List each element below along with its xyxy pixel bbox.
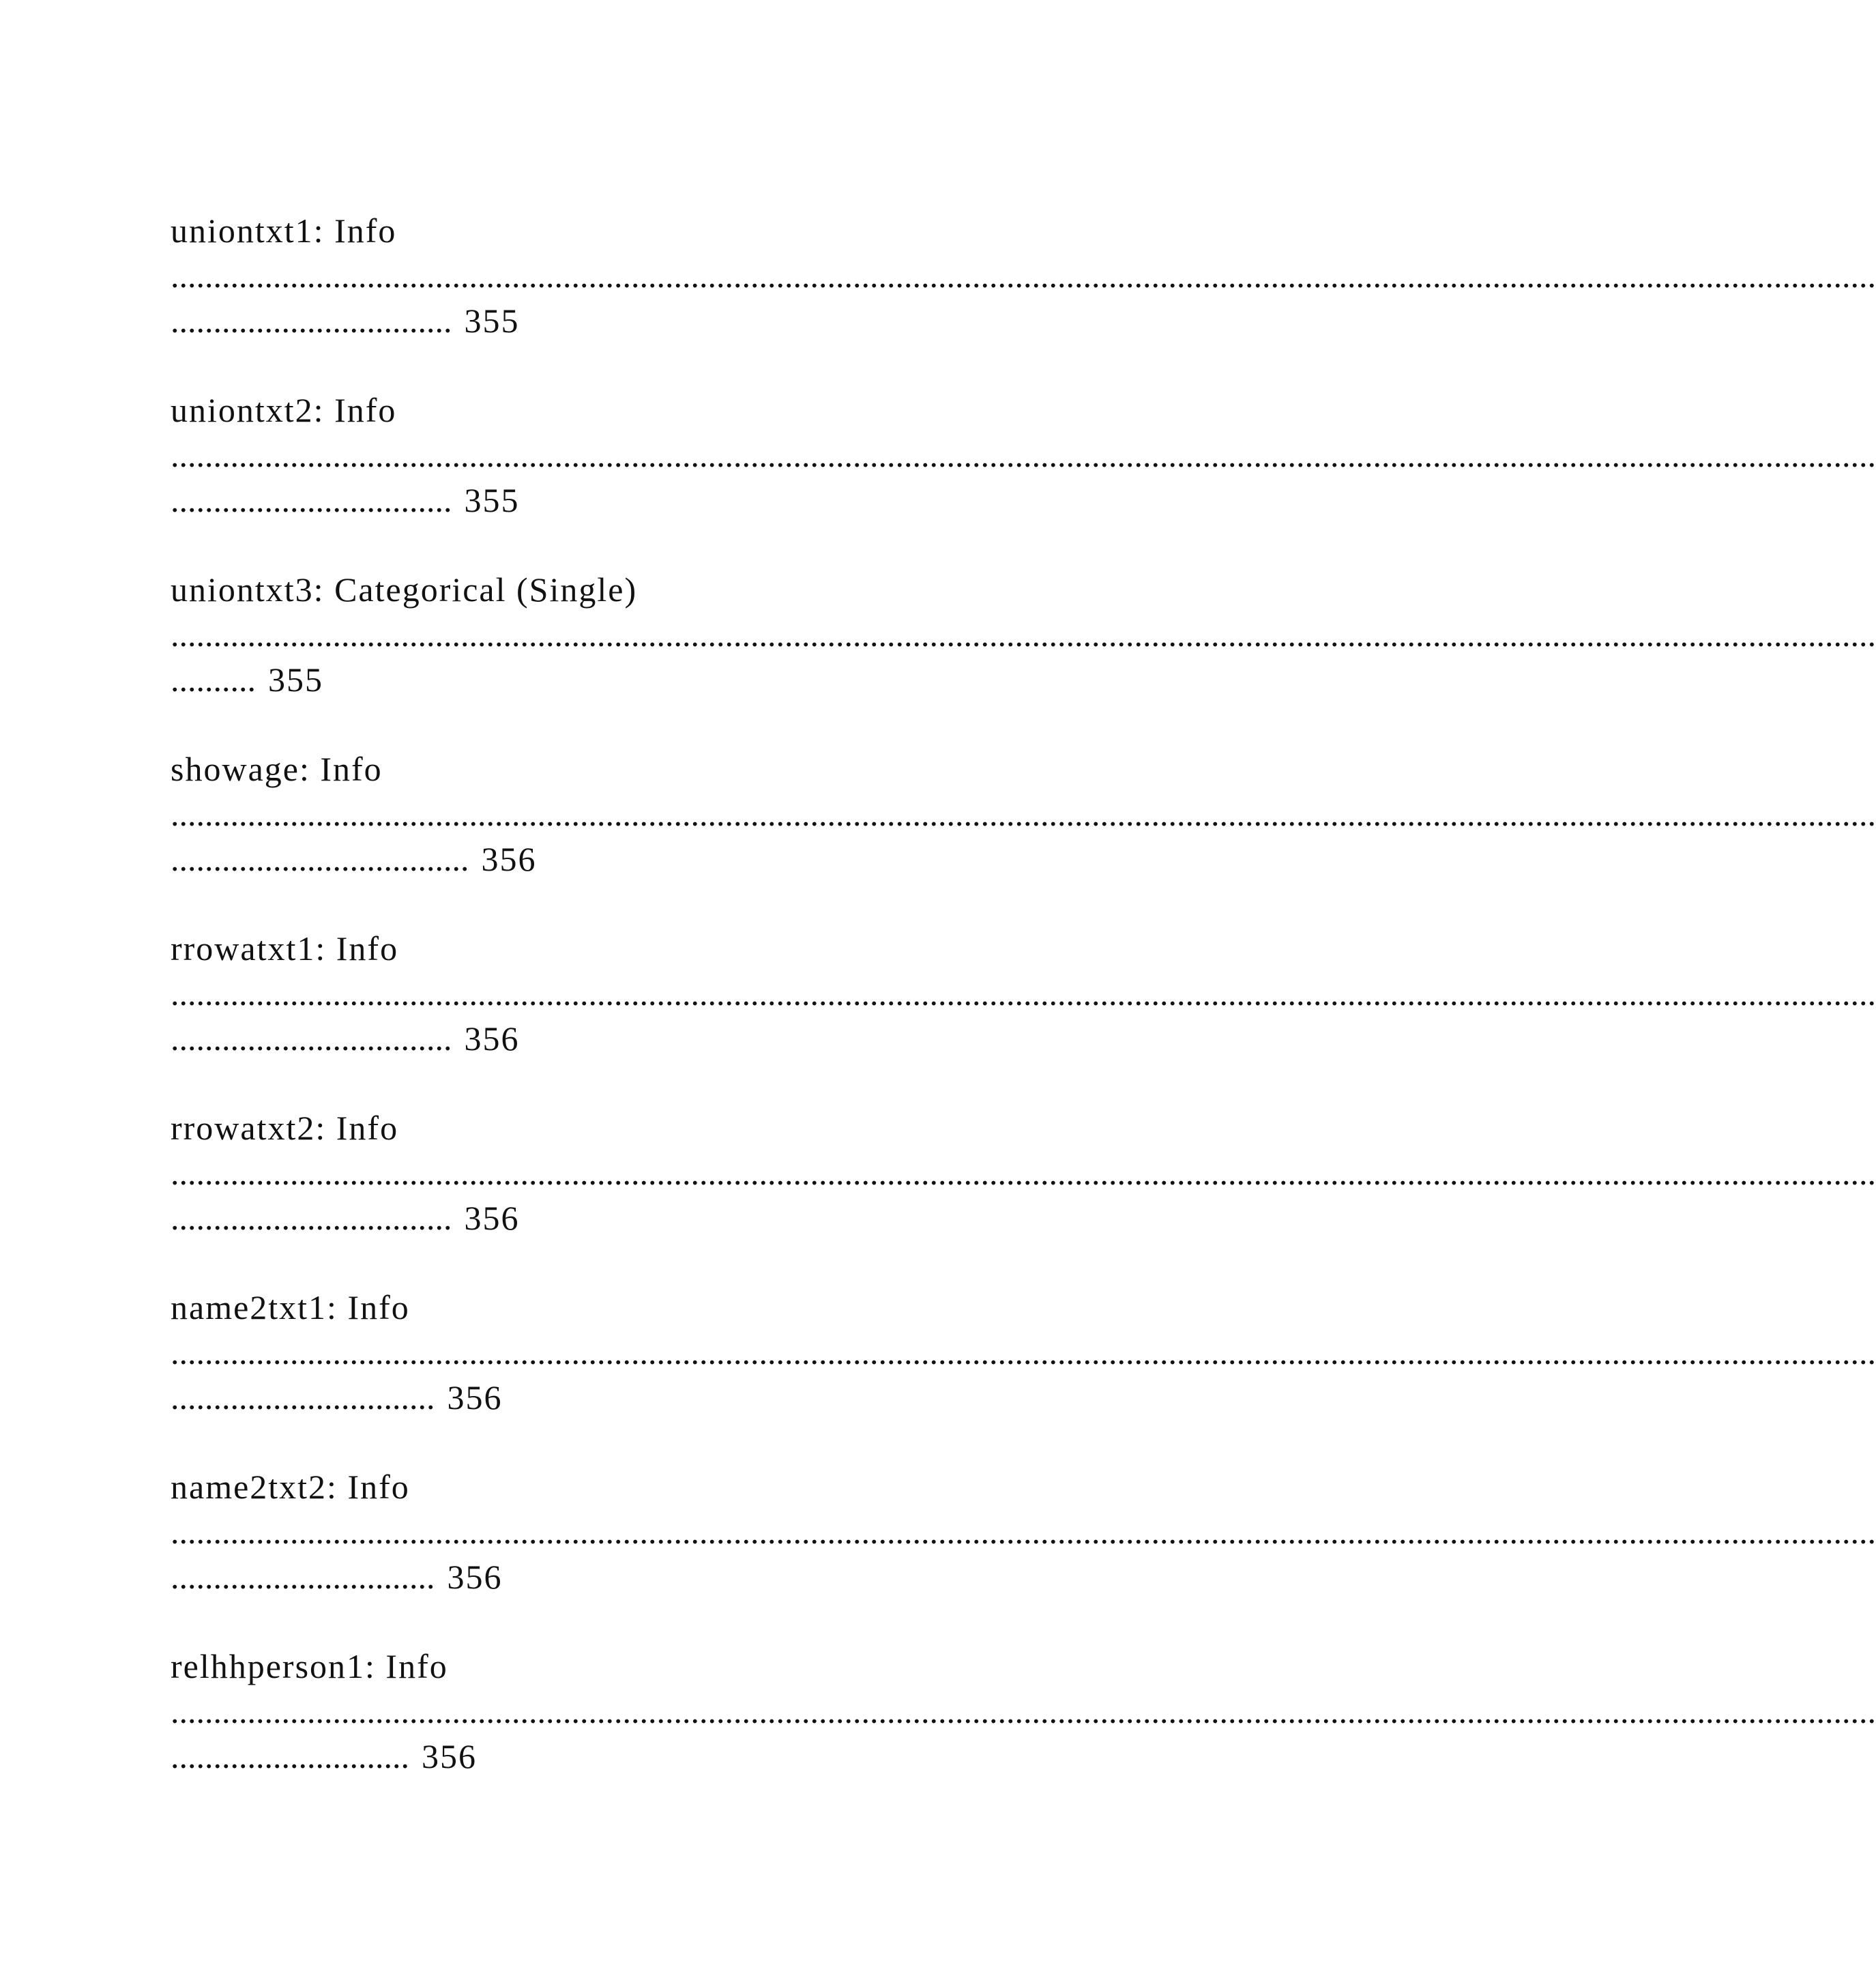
toc-entry-label: name2txt2: Info bbox=[171, 1468, 410, 1506]
toc-leader-dots: ................................... bbox=[171, 840, 469, 878]
toc-entry-label: uniontxt1: Info bbox=[171, 212, 397, 250]
toc-entry bbox=[171, 1105, 1876, 1285]
toc-page-number: 355 bbox=[268, 660, 323, 699]
toc-leader-dots: ................................. bbox=[171, 1199, 452, 1237]
toc-leader-dots: ................................. bbox=[171, 1019, 452, 1058]
toc-leader-dots: ........................................................................................................................................................................................................ bbox=[171, 1692, 1876, 1730]
table-of-contents bbox=[171, 208, 1876, 1823]
toc-entry-label: name2txt1: Info bbox=[171, 1288, 410, 1326]
toc-leader-dots: ........................................................................................................................................................................................................ bbox=[171, 1513, 1876, 1551]
toc-page-number: 356 bbox=[447, 1378, 503, 1416]
toc-entry bbox=[171, 746, 1876, 926]
toc-leader-dots: ................................. bbox=[171, 481, 452, 519]
toc-leader-dots: ............................... bbox=[171, 1558, 435, 1596]
toc-entry bbox=[171, 926, 1876, 1105]
toc-leader-dots: ........................................................................................................................................................................................................ bbox=[171, 1333, 1876, 1371]
toc-page-number: 356 bbox=[464, 1199, 520, 1237]
toc-page-number: 356 bbox=[447, 1558, 503, 1596]
toc-page-number: 356 bbox=[481, 840, 537, 878]
toc-leader-dots: ........................................................................................................................................................................................................ bbox=[171, 257, 1876, 295]
toc-entry-label: uniontxt2: Info bbox=[171, 391, 397, 429]
toc-leader-dots: ............................... bbox=[171, 1378, 435, 1416]
toc-entry bbox=[171, 567, 1876, 746]
toc-leader-dots: ........................................................................................................................................................................................................ bbox=[171, 795, 1876, 833]
toc-leader-dots: ........................................................................................................................................................................................................ bbox=[171, 1154, 1876, 1192]
toc-entry bbox=[171, 388, 1876, 567]
toc-leader-dots: .......... bbox=[171, 660, 256, 699]
toc-page-number: 355 bbox=[464, 481, 520, 519]
toc-leader-dots: ........................................................................................................................................................................................................ bbox=[171, 615, 1876, 654]
toc-page-number: 355 bbox=[464, 302, 520, 340]
toc-page-number: 356 bbox=[422, 1737, 477, 1775]
toc-entry-label: showage: Info bbox=[171, 750, 383, 788]
toc-entry bbox=[171, 1464, 1876, 1644]
toc-page-number: 356 bbox=[464, 1019, 520, 1058]
toc-entry bbox=[171, 1644, 1876, 1823]
toc-entry bbox=[171, 1285, 1876, 1464]
toc-leader-dots: ........................................................................................................................................................................................................ bbox=[171, 974, 1876, 1013]
toc-entry-label: rrowatxt1: Info bbox=[171, 929, 399, 968]
toc-entry-label: rrowatxt2: Info bbox=[171, 1109, 399, 1147]
toc-leader-dots: ............................ bbox=[171, 1737, 409, 1775]
toc-leader-dots: ................................. bbox=[171, 302, 452, 340]
toc-entry bbox=[171, 208, 1876, 388]
toc-entry-label: uniontxt3: Categorical (Single) bbox=[171, 570, 638, 609]
toc-leader-dots: ........................................................................................................................................................................................................ bbox=[171, 436, 1876, 474]
toc-entry-label: relhhperson1: Info bbox=[171, 1647, 448, 1685]
